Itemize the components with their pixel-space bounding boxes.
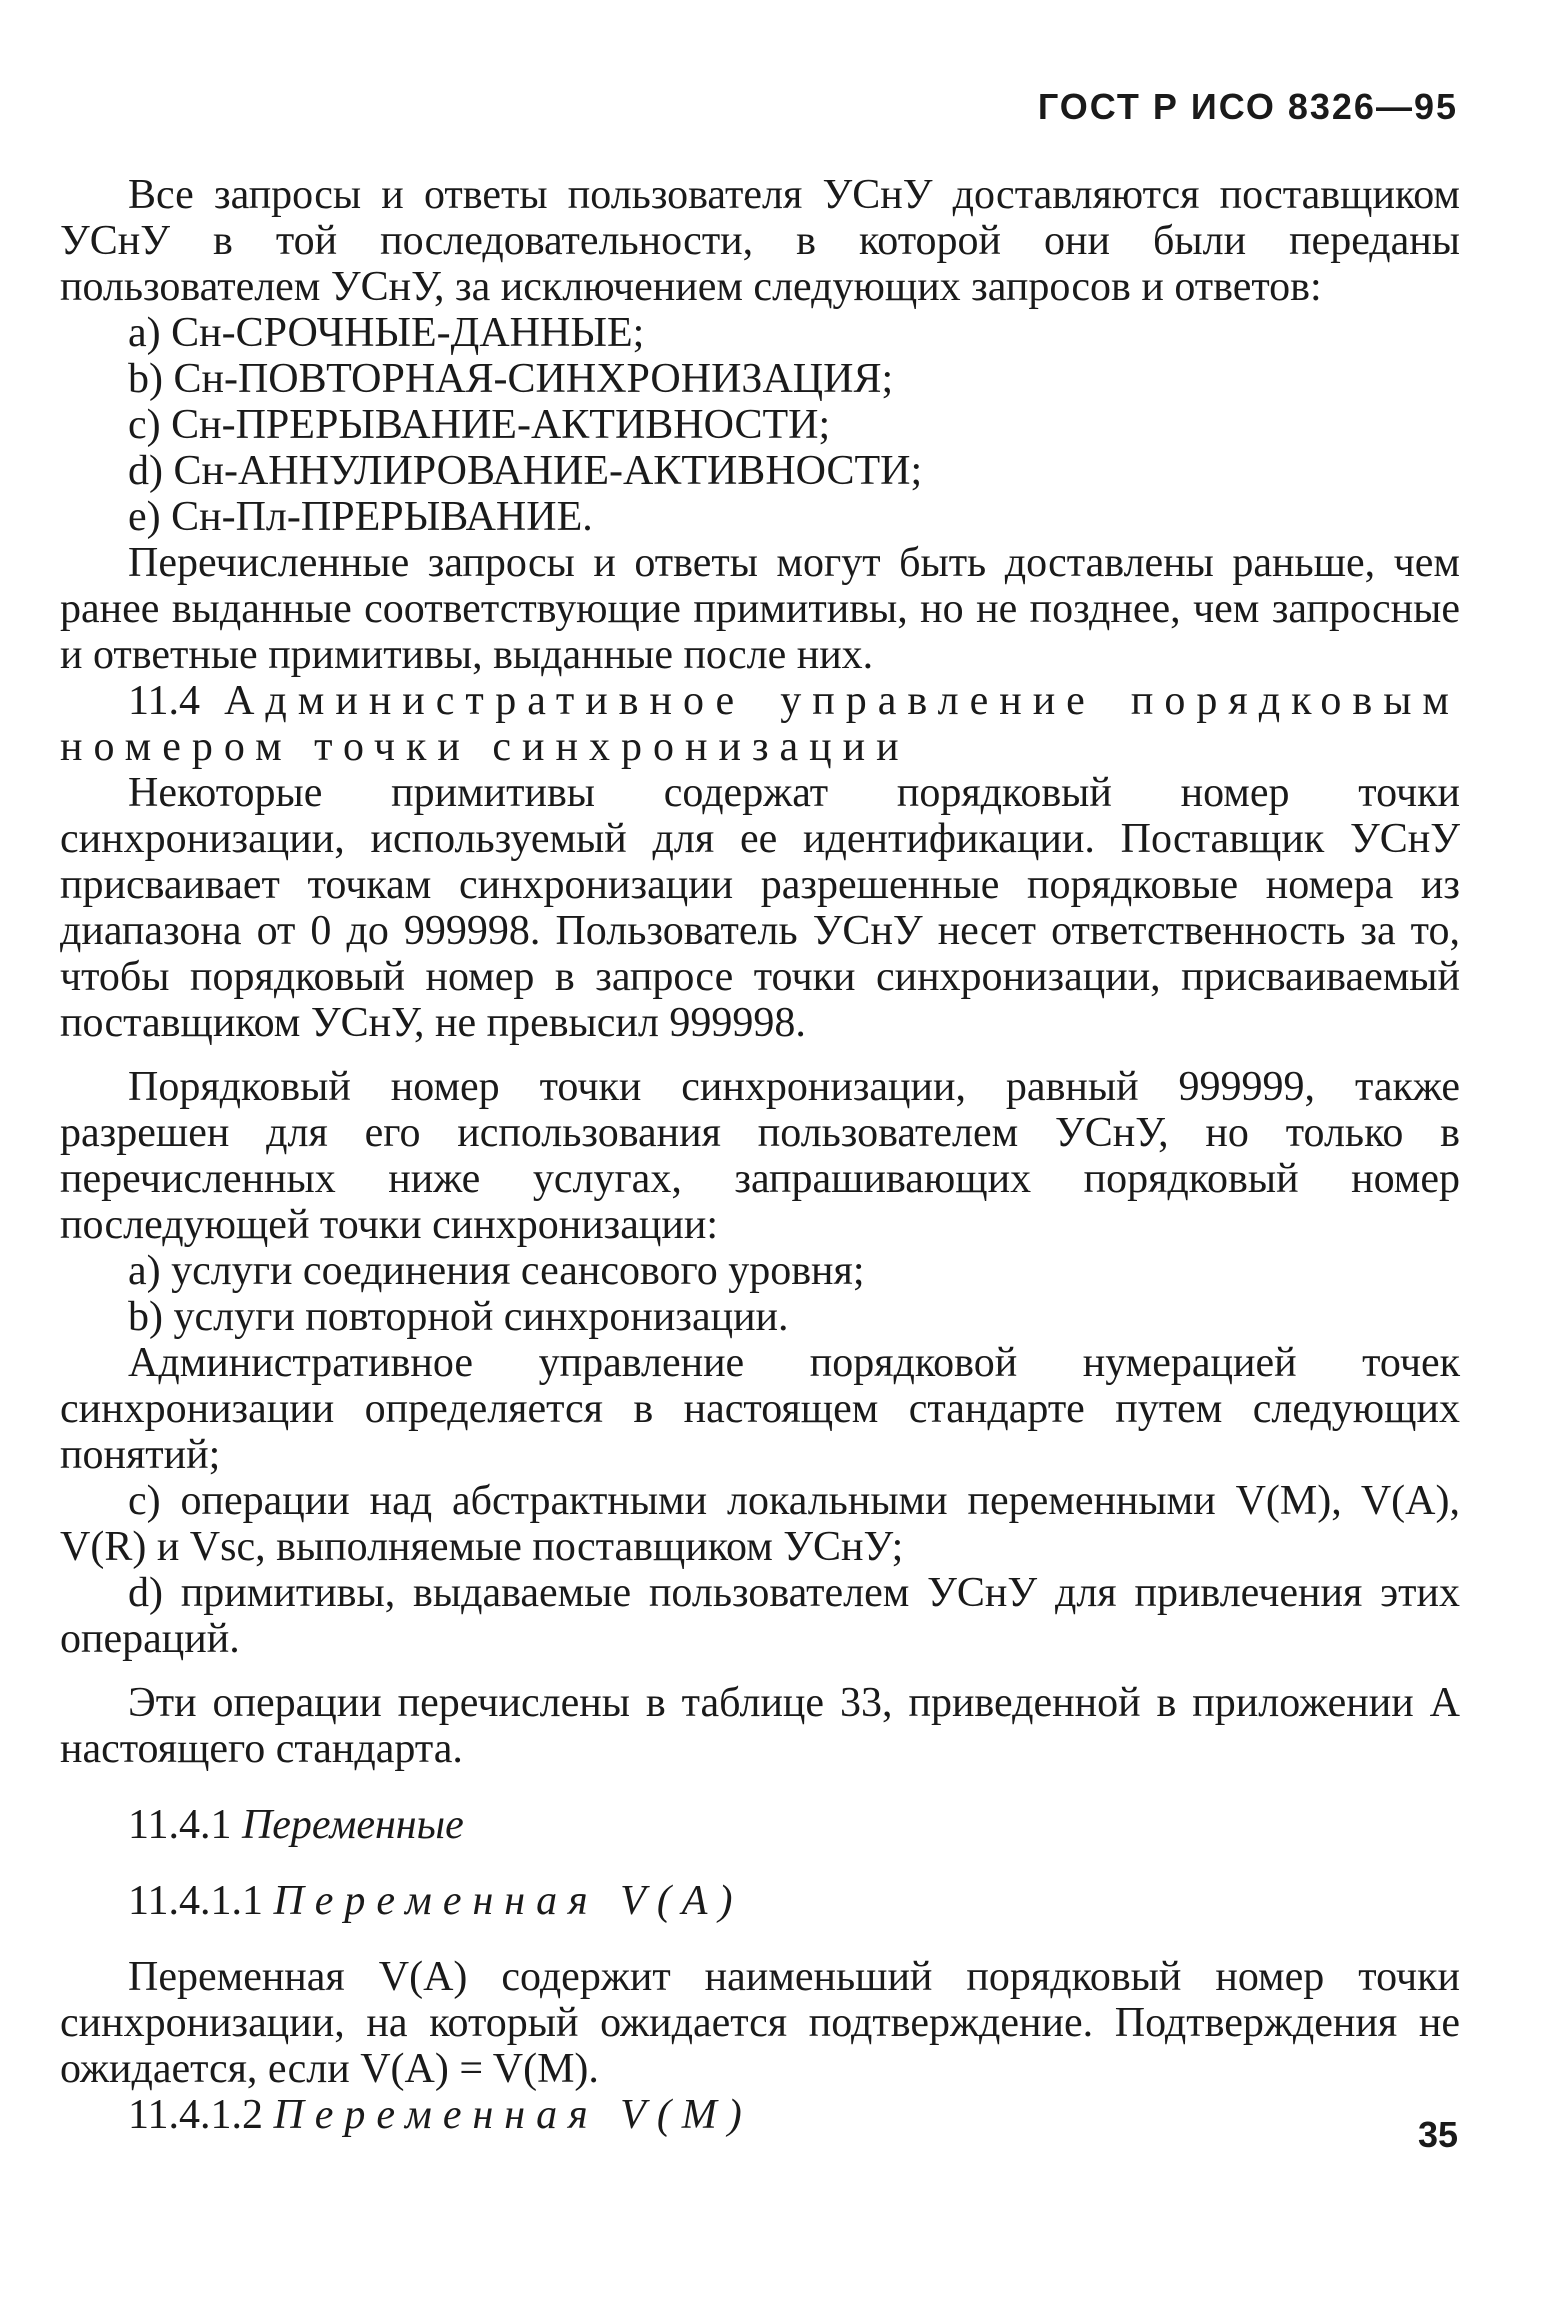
section-number: 11.4.1: [128, 1802, 232, 1848]
section-heading-11-4-1: [60, 1802, 1460, 1848]
list-item: d) примитивы, выдаваемые пользователем УСнУ для привлечения этих операций.: [60, 1570, 1460, 1662]
paragraph: Перечисленные запросы и ответы могут быть доставлены раньше, чем ранее выданные соответствующие примитивы, но не позднее, чем запросные и ответные примитивы, выданные после них.: [60, 540, 1460, 678]
section-title: Переменная V(A): [273, 1878, 744, 1924]
section-heading-11-4-1-1: [60, 1878, 1460, 1924]
list-item: a) Сн-СРОЧНЫЕ-ДАННЫЕ;: [128, 310, 645, 356]
section-heading-11-4: [60, 678, 1460, 770]
section-title: Переменная V(M): [273, 2092, 753, 2138]
section-heading-11-4-1-2: [60, 2092, 1460, 2138]
page-header: ГОСТ Р ИСО 8326—95: [1037, 86, 1458, 127]
list-item: c) Сн-ПРЕРЫВАНИЕ-АКТИВНОСТИ;: [128, 402, 831, 448]
section-number: 11.4.1.1: [128, 1878, 263, 1924]
paragraph: Некоторые примитивы содержат порядковый номер точки синхронизации, используемый для ее идентификации. Поставщик УСнУ присваивает точкам синхронизации разрешенные порядковые номера из диапазона от 0 до 999998. Пользователь УСнУ несет ответственность за то, чтобы порядковый номер в запросе точки синхронизации, присваиваемый поставщиком УСнУ, не превысил 999998.: [60, 770, 1460, 1046]
page-number: 35: [1417, 2114, 1458, 2155]
paragraph: Порядковый номер точки синхронизации, равный 999999, также разрешен для его использования пользователем УСнУ, но только в перечисленных ниже услугах, запрашивающих порядковый номер последующей точки синхронизации:: [60, 1064, 1460, 1248]
section-number: 11.4: [128, 678, 200, 724]
document-body: [60, 172, 1460, 2138]
list-item: d) Сн-АННУЛИРОВАНИЕ-АКТИВНОСТИ;: [128, 448, 923, 494]
paragraph: Переменная V(A) содержит наименьший порядковый номер точки синхронизации, на который ожидается подтверждение. Подтверждения не ожидается, если V(A) = V(M).: [60, 1954, 1460, 2092]
list-item: b) Сн-ПОВТОРНАЯ-СИНХРОНИЗАЦИЯ;: [128, 356, 894, 402]
list-item: a) услуги соединения сеансового уровня;: [128, 1248, 865, 1294]
list-item: e) Сн-Пл-ПРЕРЫВАНИЕ.: [128, 494, 593, 540]
paragraph: Административное управление порядковой нумерацией точек синхронизации определяется в настоящем стандарте путем следующих понятий;: [60, 1340, 1460, 1478]
section-title: Переменные: [241, 1802, 464, 1848]
section-number: 11.4.1.2: [128, 2092, 263, 2138]
section-title: Административное управление порядковым номером точки синхронизации: [60, 678, 1460, 770]
list-item: c) операции над абстрактными локальными переменными V(M), V(A), V(R) и Vsc, выполняемые поставщиком УСнУ;: [60, 1478, 1460, 1570]
paragraph: Эти операции перечислены в таблице 33, приведенной в приложении А настоящего стандарта.: [60, 1680, 1460, 1772]
paragraph: Все запросы и ответы пользователя УСнУ доставляются поставщиком УСнУ в той последовательности, в которой они были переданы пользователем УСнУ, за исключением следующих запросов и ответов:: [60, 172, 1460, 310]
list-item: b) услуги повторной синхронизации.: [128, 1294, 789, 1340]
